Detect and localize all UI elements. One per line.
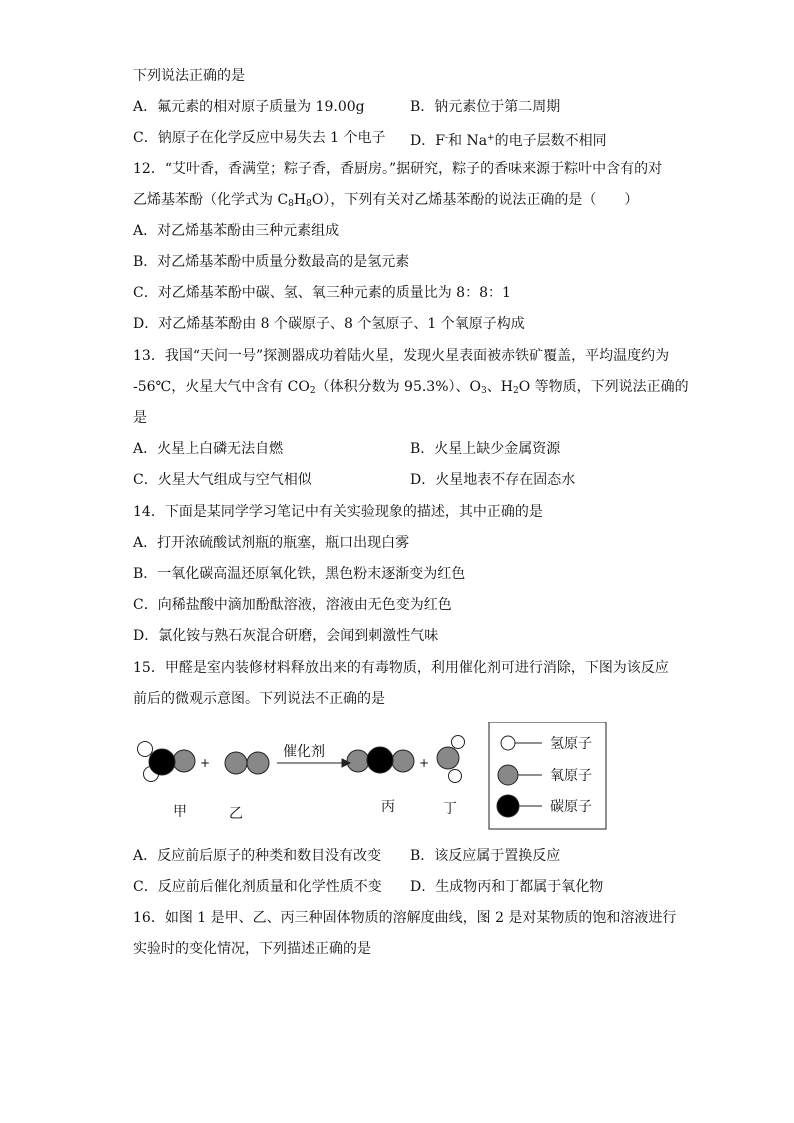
question-12-stem-2: 乙烯基苯酚（化学式为 $C_8H_8O$），下列有关对乙烯基苯酚的说法正确的是（ ） [133, 192, 639, 209]
question-13-option-c: C．火星大气组成与空气相似 [133, 472, 312, 488]
question-15-stem: 15．甲醛是室内装修材料释放出来的有毒物质，利用催化剂可进行消除，下图为该反应 [133, 660, 669, 676]
legend-oxygen: 氧原子 [550, 768, 592, 784]
catalyst-label: 催化剂 [283, 744, 325, 760]
option-a: A．氟元素的相对原子质量为 19.00g [133, 99, 365, 115]
question-15-option-d: D．生成物丙和丁都属于氧化物 [410, 879, 604, 895]
question-12-option-a: A．对乙烯基苯酚由三种元素组成 [133, 223, 340, 239]
legend-hydrogen: 氢原子 [550, 736, 592, 752]
question-13-option-b: B．火星上缺少金属资源 [410, 441, 561, 457]
question-12-option-d: D．对乙烯基苯酚由 8 个碳原子、8 个氢原子、1 个氧原子构成 [133, 316, 525, 332]
question-13-stem-3: 是 [133, 410, 147, 426]
label-jia: 甲 [173, 804, 187, 820]
question-15-option-a: A．反应前后原子的种类和数目没有改变 [133, 848, 382, 864]
question-13-option-a: A．火星上白磷无法自燃 [133, 441, 284, 457]
question-14-option-b: B．一氧化碳高温还原氧化铁，黑色粉末逐渐变为红色 [133, 566, 466, 582]
plus-sign: + [418, 756, 430, 770]
question-14-stem: 14．下面是某同学学习笔记中有关实验现象的描述，其中正确的是 [133, 504, 543, 520]
label-yi: 乙 [229, 806, 243, 822]
option-d: D．F-和 Na+的电子层数不相同 [410, 133, 607, 149]
molecule-bing [347, 747, 414, 773]
plus-sign: + [199, 756, 211, 770]
question-12-option-c: C．对乙烯基苯酚中碳、氢、氧三种元素的质量比为 8：8：1 [133, 285, 511, 301]
option-b: B．钠元素位于第二周期 [410, 99, 561, 115]
question-14-option-c: C．向稀盐酸中滴加酚酞溶液，溶液由无色变为红色 [133, 597, 452, 613]
molecule-yi [225, 752, 269, 774]
question-15-option-c: C．反应前后催化剂质量和化学性质不变 [133, 879, 382, 895]
reaction-diagram [130, 722, 610, 834]
reaction-arrow [277, 759, 350, 767]
question-13-option-d: D．火星地表不存在固态水 [410, 472, 576, 488]
question-15-stem-2: 前后的微观示意图。下列说法不正确的是 [133, 691, 385, 707]
label-bing: 丙 [381, 799, 395, 815]
molecule-ding [437, 736, 465, 783]
question-14-option-d: D．氯化铵与熟石灰混合研磨，会闻到刺激性气味 [133, 628, 439, 644]
question-16-stem: 16．如图 1 是甲、乙、丙三种固体物质的溶解度曲线，图 2 是对某物质的饱和溶液进行 [133, 910, 677, 926]
question-16-stem-2: 实验时的变化情况，下列描述正确的是 [133, 941, 371, 957]
question-12-option-b: B．对乙烯基苯酚中质量分数最高的是氢元素 [133, 254, 410, 270]
legend-carbon: 碳原子 [550, 799, 592, 815]
question-stem: 下列说法正确的是 [133, 68, 245, 84]
question-13-stem-2: -56℃，火星大气中含有 $CO_2$（体积分数为 95.3%）、$O_3$、$H_2O$ 等物质，下列说法正确的 [133, 379, 689, 396]
option-c: C．钠原子在化学反应中易失去 1 个电子 [133, 130, 386, 146]
question-13-stem: 13．我国“天问一号”探测器成功着陆火星，发现火星表面被赤铁矿覆盖，平均温度约为 [133, 348, 670, 364]
molecule-jia [138, 742, 196, 782]
label-ding: 丁 [443, 801, 457, 817]
legend [489, 722, 606, 829]
question-12-stem: 12．“艾叶香，香满堂；粽子香，香厨房。”据研究，粽子的香味来源于粽叶中含有的对 [133, 161, 663, 177]
question-15-option-b: B．该反应属于置换反应 [410, 848, 561, 864]
question-14-option-a: A．打开浓硫酸试剂瓶的瓶塞，瓶口出现白雾 [133, 535, 410, 551]
